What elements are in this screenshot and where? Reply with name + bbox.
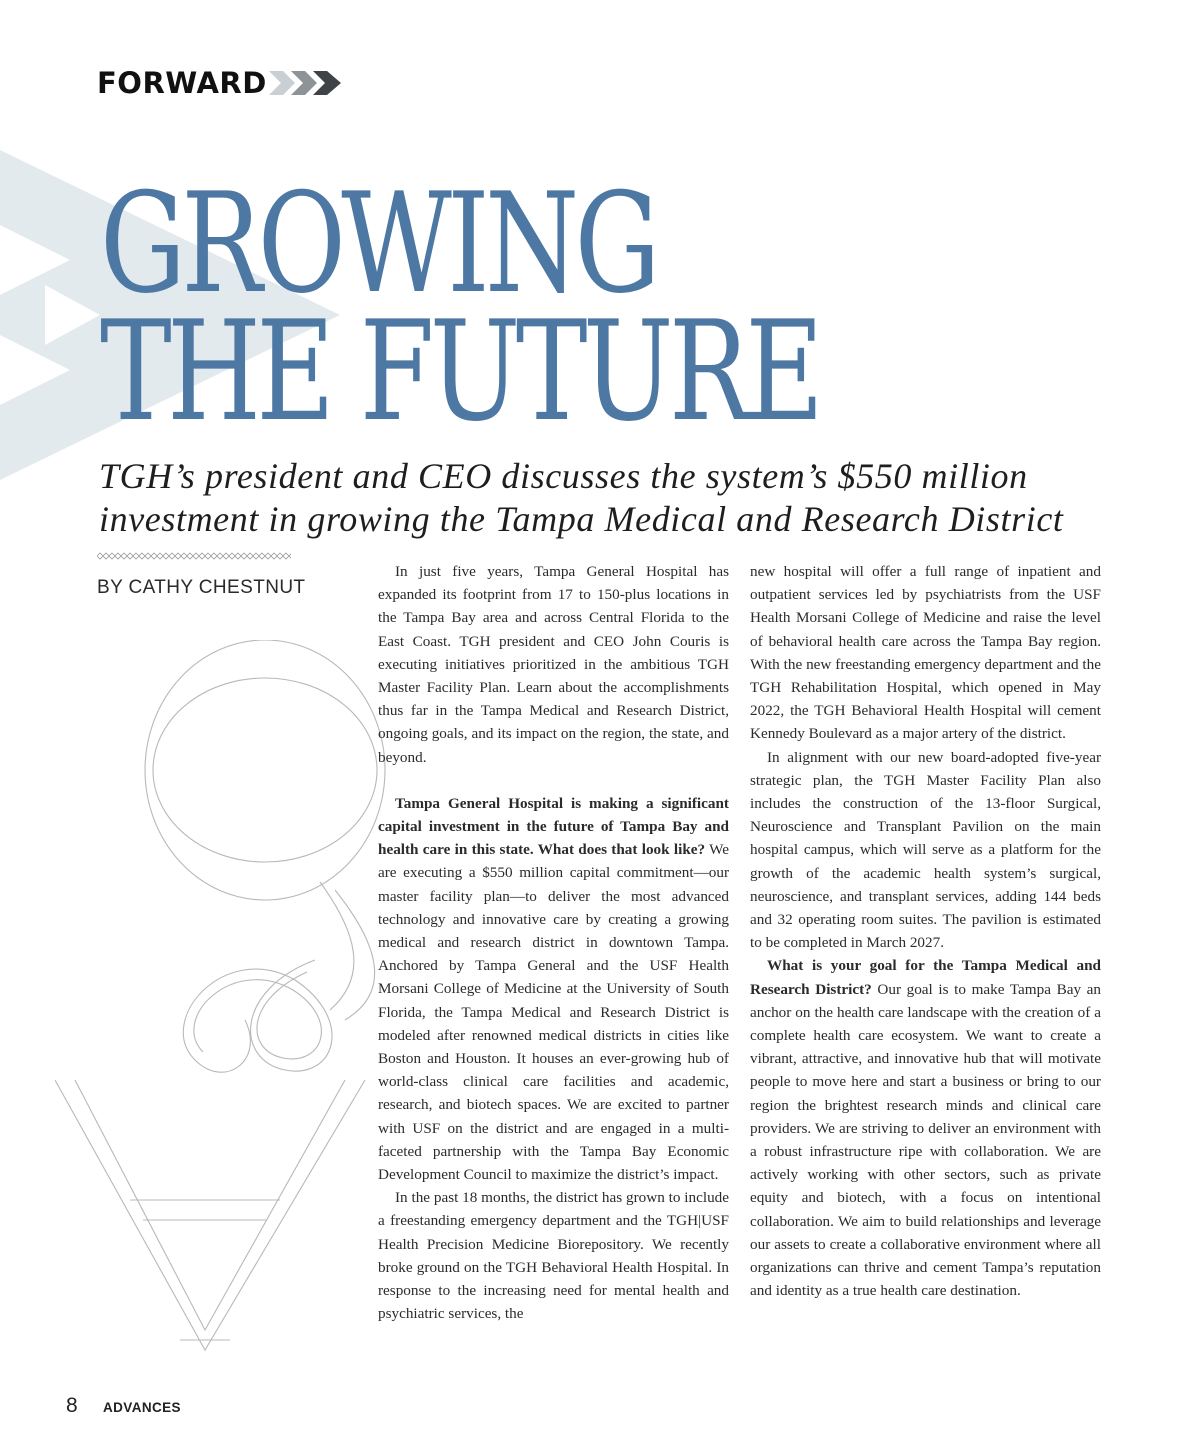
intro-paragraph: In just five years, Tampa General Hospital has expanded its footprint from 17 to 150-plus locations in the Tampa Bay area and across Central Florida to the East Coast. TGH president and CEO John Couris is executing initiatives prioritized in the ambitious TGH Master Facility Plan. Learn about the accomplishments thus far in the Tampa Medical and Research District, ongoing goals, and its impact on the region, the state, and beyond. (378, 563, 729, 766)
paragraph-gap (378, 769, 729, 792)
answer-2: Our goal is to make Tampa Bay an anchor on the health care landscape with the creation of a complete health care ecosystem. We want to create a vibrant, attractive, and innovative hub that will motivate people to move here and start a business or bring to our region the brightest research minds and clinical care providers. We are striving to deliver an environment with a robust infrastructure ripe with collaboration. We are actively working with other sectors, such as private equity and biotech, with a focus on intentional collaboration. We aim to build relationships and leverage our assets to create a collaborative environment where all organizations can thrive and cement Tampa’s reputation and identity as a true health care destination. (750, 980, 1101, 1300)
continued-paragraph: new hospital will offer a full range of inpatient and outpatient services led by psychiatrists from the USF Health Morsani College of Medicine and raise the level of behavioral health care across the Tampa Bay region. With the new freestanding emergency department and the TGH Rehabilitation Hospital, which opened in May 2022, the TGH Behavioral Health Hospital will cement Kennedy Boulevard as a major artery of the district. (750, 563, 1101, 743)
qa-paragraph-2 (750, 954, 1101, 1302)
body-column-2 (750, 560, 1101, 1303)
article-deck (99, 455, 1079, 541)
triple-chevron-arrow-icon (269, 67, 349, 99)
qa-paragraph-1 (378, 792, 729, 1186)
page-number: 8 (66, 1394, 78, 1417)
deck-line-2: investment in growing the Tampa Medical and Research District (99, 499, 1064, 539)
section-label (97, 66, 349, 100)
headline-line-2: THE FUTURE (100, 291, 820, 452)
answer-1: We are executing a $550 million capital commitment—our master facility plan—to deliver the most advanced technology and innovative care by creating a growing medical and research district in downtown Tampa. Anchored by Tampa General and the USF Health Morsani College of Medicine at the University of South Florida, the Tampa Medical and Research District is modeled after renowned medical districts in cities like Boston and Houston. It houses an ever-growing hub of world-class clinical care facilities and academic, research, and biotech spaces. We are excited to partner with USF on the district and are engaged in a multi-faceted partnership with the Tampa Bay Economic Development Council to maximize the district’s impact. (378, 841, 729, 1184)
section-title: FORWARD (97, 66, 267, 100)
body-paragraph: In alignment with our new board-adopted five-year strategic plan, the TGH Master Facility Plan also includes the construction of the 13-floor Surgical, Neuroscience and Transplant Pavilion on the main hospital campus, which will serve as a platform for the growth of the academic health system’s surgical, neuroscience, and transplant services, adding 144 beds and 32 operating room suites. The pavilion is estimated to be completed in March 2027. (750, 748, 1101, 952)
diamond-divider (97, 551, 291, 561)
byline: BY CATHY CHESTNUT (97, 577, 306, 598)
article-headline (100, 163, 820, 452)
question-1: Tampa General Hospital is making a significant capital investment in the future of Tampa Bay and health care in this state. What does that look like? (378, 794, 729, 859)
publication-name: ADVANCES (103, 1400, 181, 1415)
qa-decorative-art (55, 640, 395, 1360)
headline-line-1: GROWING (100, 163, 656, 324)
body-column-1 (378, 560, 729, 1326)
body-paragraph: In the past 18 months, the district has grown to include a freestanding emergency department and the TGH|USF Health Precision Medicine Biorepository. We recently broke ground on the TGH Behavioral Health Hospital. In response to the increasing need for mental health and psychiatric services, the (378, 1189, 729, 1323)
deck-line-1: TGH’s president and CEO discusses the system’s $550 million (99, 456, 1028, 496)
question-2: What is your goal for the Tampa Medical and Research District? (750, 957, 1101, 998)
